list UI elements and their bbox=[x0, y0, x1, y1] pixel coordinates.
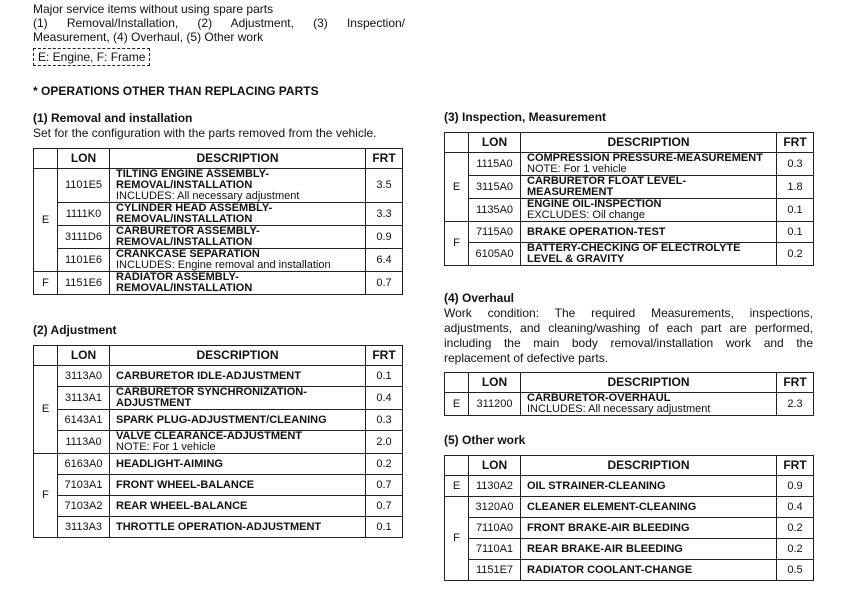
description-title: RADIATOR ASSEMBLY- REMOVAL/INSTALLATION bbox=[116, 271, 253, 294]
frt-header: FRT bbox=[366, 149, 403, 169]
description-title: TILTING ENGINE ASSEMBLY- REMOVAL/INSTALLATION bbox=[116, 168, 269, 191]
category-cell: E bbox=[445, 153, 469, 222]
frt-cell: 3.3 bbox=[366, 203, 403, 226]
frt-cell: 0.2 bbox=[366, 454, 403, 475]
lon-cell: 1101E5 bbox=[58, 169, 110, 203]
description-cell bbox=[110, 203, 366, 226]
lon-cell: 1101E6 bbox=[58, 249, 110, 272]
frt-cell: 0.7 bbox=[366, 272, 403, 295]
table-row bbox=[34, 410, 403, 431]
description-note: NOTE: For 1 vehicle bbox=[527, 163, 627, 175]
description-title: CARBURETOR ASSEMBLY- REMOVAL/INSTALLATION bbox=[116, 225, 260, 248]
lon-cell: 1113A0 bbox=[58, 431, 110, 454]
page-title: * OPERATIONS OTHER THAN REPLACING PARTS bbox=[33, 84, 319, 98]
table-row bbox=[34, 169, 403, 203]
section-title: (5) Other work bbox=[444, 433, 526, 447]
lon-cell: 1115A0 bbox=[469, 153, 521, 176]
frt-cell: 0.1 bbox=[777, 222, 814, 243]
table-row bbox=[445, 497, 814, 518]
frt-header: FRT bbox=[366, 346, 403, 366]
description-cell bbox=[110, 169, 366, 203]
frt-header: FRT bbox=[777, 133, 814, 153]
other-work-table bbox=[444, 455, 814, 581]
table-header-row bbox=[445, 456, 814, 476]
category-cell: F bbox=[34, 272, 58, 295]
lon-header: LON bbox=[469, 456, 521, 476]
lon-cell: 3115A0 bbox=[469, 176, 521, 199]
description-header: DESCRIPTION bbox=[110, 149, 366, 169]
frt-cell: 0.2 bbox=[777, 243, 814, 266]
lon-cell: 3111D6 bbox=[58, 226, 110, 249]
lon-cell: 6143A1 bbox=[58, 410, 110, 431]
frt-cell: 0.4 bbox=[777, 497, 814, 518]
category-legend: E: Engine, F: Frame bbox=[33, 48, 150, 66]
frt-cell: 0.7 bbox=[366, 496, 403, 517]
description-cell bbox=[110, 475, 366, 496]
description-note: EXCLUDES: Oil change bbox=[527, 209, 645, 221]
lon-cell: 1111K0 bbox=[58, 203, 110, 226]
description-cell bbox=[110, 454, 366, 475]
description-title: HEADLIGHT-AIMING bbox=[116, 457, 223, 470]
lon-cell: 311200 bbox=[469, 393, 521, 416]
section-title: (2) Adjustment bbox=[33, 323, 117, 337]
description-title: CARBURETOR FLOAT LEVEL- MEASUREMENT bbox=[527, 175, 687, 198]
frt-cell: 0.7 bbox=[366, 475, 403, 496]
lon-header: LON bbox=[58, 346, 110, 366]
lon-cell: 7103A1 bbox=[58, 475, 110, 496]
description-title: FRONT WHEEL-BALANCE bbox=[116, 478, 255, 491]
category-header-cell bbox=[445, 456, 469, 476]
description-note: INCLUDES: Engine removal and installation bbox=[116, 259, 331, 271]
description-title: RADIATOR COOLANT-CHANGE bbox=[527, 563, 693, 576]
description-note: NOTE: For 1 vehicle bbox=[116, 441, 216, 453]
table-row bbox=[445, 476, 814, 497]
frt-cell: 0.2 bbox=[777, 539, 814, 560]
table-row bbox=[445, 243, 814, 266]
section-title: (4) Overhaul bbox=[444, 291, 515, 305]
frt-cell: 0.9 bbox=[366, 226, 403, 249]
table-row bbox=[34, 431, 403, 454]
category-cell: F bbox=[445, 222, 469, 266]
description-title: CYLINDER HEAD ASSEMBLY- REMOVAL/INSTALLATION bbox=[116, 202, 273, 225]
frt-header: FRT bbox=[777, 456, 814, 476]
description-note: INCLUDES: All necessary adjustment bbox=[116, 190, 300, 202]
lon-cell: 3113A3 bbox=[58, 517, 110, 538]
category-cell: F bbox=[445, 497, 469, 581]
lon-header: LON bbox=[58, 149, 110, 169]
description-cell bbox=[521, 176, 777, 199]
description-cell bbox=[110, 366, 366, 387]
table-row bbox=[34, 387, 403, 410]
removal-installation-table bbox=[33, 148, 403, 295]
table-row bbox=[34, 496, 403, 517]
table-header-row bbox=[34, 149, 403, 169]
frt-cell: 2.0 bbox=[366, 431, 403, 454]
table-row bbox=[445, 222, 814, 243]
category-cell: E bbox=[34, 169, 58, 272]
frt-cell: 0.3 bbox=[366, 410, 403, 431]
table-header-row bbox=[34, 346, 403, 366]
category-cell: E bbox=[445, 393, 469, 416]
lon-cell: 3113A1 bbox=[58, 387, 110, 410]
description-cell bbox=[521, 153, 777, 176]
description-title: REAR BRAKE-AIR BLEEDING bbox=[527, 542, 683, 555]
table-row bbox=[34, 454, 403, 475]
overhaul-table bbox=[444, 372, 814, 416]
lon-cell: 1130A2 bbox=[469, 476, 521, 497]
frt-cell: 3.5 bbox=[366, 169, 403, 203]
lon-cell: 6105A0 bbox=[469, 243, 521, 266]
description-cell bbox=[521, 393, 777, 416]
description-title: VALVE CLEARANCE-ADJUSTMENT bbox=[116, 430, 302, 442]
description-cell bbox=[521, 497, 777, 518]
description-cell bbox=[521, 560, 777, 581]
description-title: SPARK PLUG-ADJUSTMENT/CLEANING bbox=[116, 413, 327, 426]
description-title: COMPRESSION PRESSURE-MEASUREMENT bbox=[527, 152, 763, 164]
frt-cell: 0.2 bbox=[777, 518, 814, 539]
frt-header: FRT bbox=[777, 373, 814, 393]
description-title: CARBURETOR-OVERHAUL bbox=[527, 392, 671, 404]
frt-cell: 1.8 bbox=[777, 176, 814, 199]
description-cell bbox=[110, 496, 366, 517]
intro-line: Measurement, (4) Overhaul, (5) Other work bbox=[33, 30, 264, 44]
description-cell bbox=[110, 517, 366, 538]
table-row bbox=[445, 153, 814, 176]
table-row bbox=[34, 203, 403, 226]
category-header-cell bbox=[34, 149, 58, 169]
adjustment-table bbox=[33, 345, 403, 538]
description-note: INCLUDES: All necessary adjustment bbox=[527, 403, 711, 415]
frt-cell: 0.9 bbox=[777, 476, 814, 497]
lon-cell: 7110A1 bbox=[469, 539, 521, 560]
description-title: CARBURETOR SYNCHRONIZATION- ADJUSTMENT bbox=[116, 386, 307, 409]
description-title: CARBURETOR IDLE-ADJUSTMENT bbox=[116, 369, 301, 382]
table-row bbox=[445, 176, 814, 199]
table-row bbox=[34, 475, 403, 496]
inspection-measurement-table bbox=[444, 132, 814, 266]
description-header: DESCRIPTION bbox=[110, 346, 366, 366]
table-row bbox=[34, 226, 403, 249]
lon-cell: 6163A0 bbox=[58, 454, 110, 475]
section-title: (3) Inspection, Measurement bbox=[444, 110, 607, 124]
description-title: THROTTLE OPERATION-ADJUSTMENT bbox=[116, 520, 322, 533]
description-title: REAR WHEEL-BALANCE bbox=[116, 499, 248, 512]
intro-line: Major service items without using spare parts bbox=[33, 2, 274, 16]
intro-line: (1) Removal/Installation, (2) Adjustment, (3) Inspection/ bbox=[33, 16, 405, 30]
description-cell bbox=[110, 431, 366, 454]
description-title: CLEANER ELEMENT-CLEANING bbox=[527, 500, 697, 513]
category-cell: E bbox=[34, 366, 58, 454]
description-cell bbox=[521, 199, 777, 222]
description-header: DESCRIPTION bbox=[521, 456, 777, 476]
description-cell bbox=[110, 226, 366, 249]
description-cell bbox=[521, 476, 777, 497]
category-header-cell bbox=[34, 346, 58, 366]
lon-cell: 1151E7 bbox=[469, 560, 521, 581]
category-header-cell bbox=[445, 133, 469, 153]
lon-cell: 1151E6 bbox=[58, 272, 110, 295]
table-row bbox=[34, 249, 403, 272]
description-cell bbox=[521, 222, 777, 243]
description-title: BATTERY-CHECKING OF ELECTROLYTE LEVEL & GRAVITY bbox=[527, 242, 741, 265]
table-row bbox=[445, 393, 814, 416]
description-cell bbox=[521, 243, 777, 266]
frt-cell: 0.1 bbox=[777, 199, 814, 222]
lon-cell: 7115A0 bbox=[469, 222, 521, 243]
description-cell bbox=[521, 539, 777, 560]
frt-cell: 0.4 bbox=[366, 387, 403, 410]
table-header-row bbox=[445, 133, 814, 153]
lon-cell: 7103A2 bbox=[58, 496, 110, 517]
table-row bbox=[34, 272, 403, 295]
description-title: OIL STRAINER-CLEANING bbox=[527, 479, 666, 492]
category-cell: E bbox=[445, 476, 469, 497]
table-row bbox=[445, 560, 814, 581]
section-subtitle: Set for the configuration with the parts removed from the vehicle. bbox=[33, 126, 377, 140]
table-row bbox=[34, 517, 403, 538]
description-title: CRANKCASE SEPARATION bbox=[116, 248, 260, 260]
frt-cell: 0.1 bbox=[366, 366, 403, 387]
description-cell bbox=[110, 387, 366, 410]
description-title: ENGINE OIL-INSPECTION bbox=[527, 198, 662, 210]
frt-cell: 0.5 bbox=[777, 560, 814, 581]
lon-header: LON bbox=[469, 373, 521, 393]
lon-cell: 3120A0 bbox=[469, 497, 521, 518]
description-cell bbox=[521, 518, 777, 539]
description-cell bbox=[110, 410, 366, 431]
section-paragraph: Work condition: The required Measurements, inspections, adjustments, and cleaning/washing of each part are performed, including the main body removal/installation work and the replacement of defective parts. bbox=[444, 306, 813, 365]
frt-cell: 0.1 bbox=[366, 517, 403, 538]
intro-text bbox=[33, 2, 405, 44]
table-row bbox=[445, 539, 814, 560]
description-title: FRONT BRAKE-AIR BLEEDING bbox=[527, 521, 690, 534]
table-header-row bbox=[445, 373, 814, 393]
frt-cell: 6.4 bbox=[366, 249, 403, 272]
category-cell: F bbox=[34, 454, 58, 538]
frt-cell: 0.3 bbox=[777, 153, 814, 176]
description-cell bbox=[110, 249, 366, 272]
lon-cell: 3113A0 bbox=[58, 366, 110, 387]
table-row bbox=[445, 199, 814, 222]
description-title: BRAKE OPERATION-TEST bbox=[527, 225, 666, 238]
lon-cell: 1135A0 bbox=[469, 199, 521, 222]
description-header: DESCRIPTION bbox=[521, 133, 777, 153]
table-row bbox=[445, 518, 814, 539]
category-header-cell bbox=[445, 373, 469, 393]
frt-cell: 2.3 bbox=[777, 393, 814, 416]
table-row bbox=[34, 366, 403, 387]
description-header: DESCRIPTION bbox=[521, 373, 777, 393]
description-cell bbox=[110, 272, 366, 295]
lon-cell: 7110A0 bbox=[469, 518, 521, 539]
lon-header: LON bbox=[469, 133, 521, 153]
section-title: (1) Removal and installation bbox=[33, 111, 193, 125]
